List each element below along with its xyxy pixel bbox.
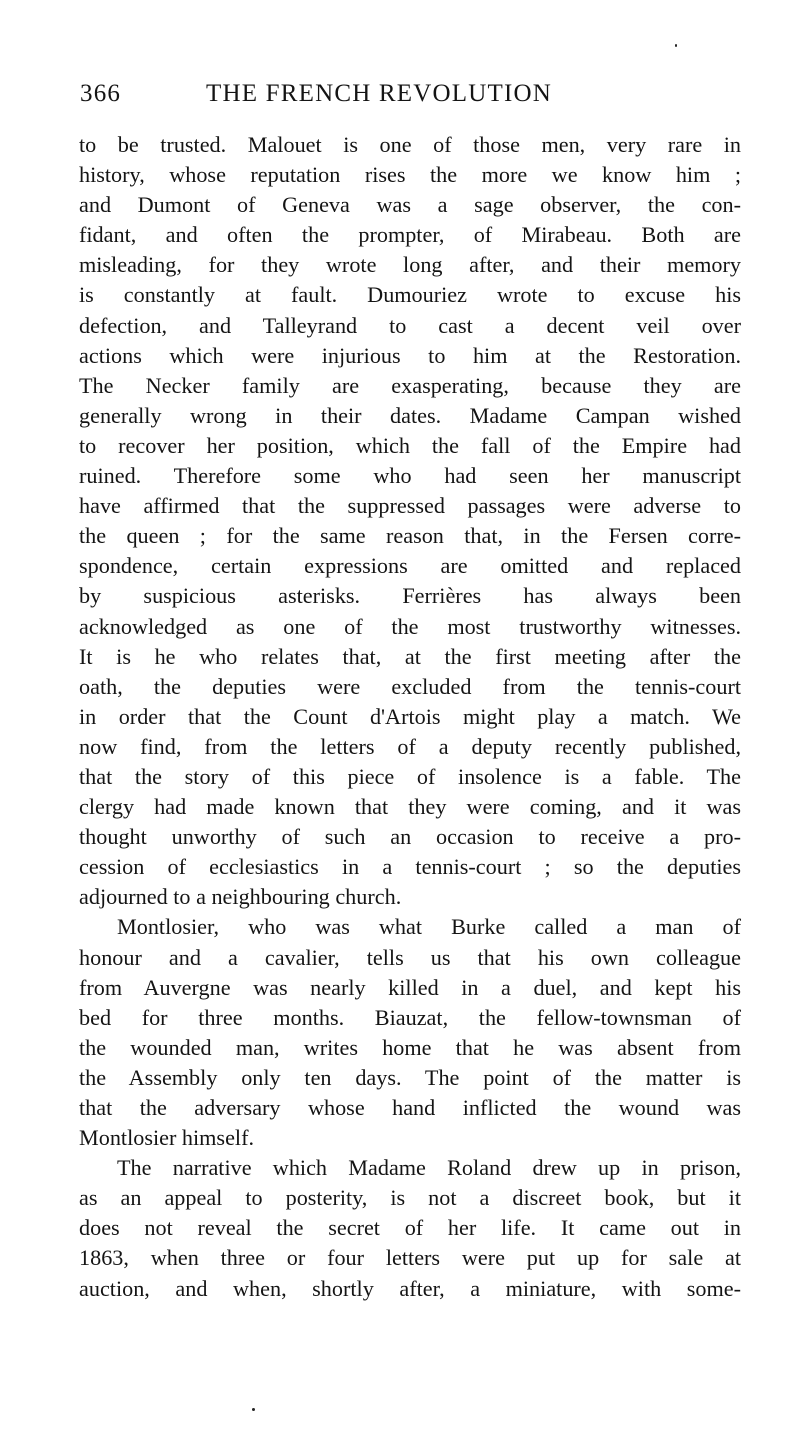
text-line: to be trusted. Malouet is one of those men, very rare in bbox=[79, 132, 741, 157]
paragraph-1 bbox=[79, 130, 741, 912]
text-line: The Necker family are exasperating, because they are bbox=[79, 372, 741, 398]
text-line: defection, and Talleyrand to cast a decent veil over bbox=[79, 312, 741, 338]
running-header bbox=[80, 74, 740, 114]
scan-speck bbox=[252, 1408, 255, 1411]
text-line: now find, from the letters of a deputy recently published, bbox=[79, 733, 741, 759]
text-line: the wounded man, writes home that he was absent from bbox=[79, 1034, 741, 1060]
paragraph-3 bbox=[79, 1153, 741, 1303]
text-line: history, whose reputation rises the more we know him ; bbox=[79, 162, 741, 188]
text-line: cession of ecclesiastics in a tennis-court ; so the deputies bbox=[79, 854, 741, 880]
text-line: clergy had made known that they were coming, and it was bbox=[79, 794, 741, 820]
text-line: actions which were injurious to him at the Restoration. bbox=[79, 342, 741, 368]
text-line: as an appeal to posterity, is not a discreet book, but it bbox=[79, 1185, 741, 1211]
text-line: does not reveal the secret of her life. It came out in bbox=[79, 1215, 741, 1241]
text-line: honour and a cavalier, tells us that his own colleague bbox=[79, 944, 741, 970]
text-line: that the adversary whose hand inflicted the wound was bbox=[79, 1095, 741, 1120]
text-line: Montlosier himself. bbox=[79, 1125, 255, 1151]
text-line: spondence, certain expressions are omitted and replaced bbox=[79, 553, 741, 579]
running-title: THE FRENCH REVOLUTION bbox=[206, 80, 553, 107]
text-line: from Auvergne was nearly killed in a duel, and kept his bbox=[79, 974, 741, 1000]
text-line: have affirmed that the suppressed passages were adverse to bbox=[79, 493, 741, 519]
text-line: generally wrong in their dates. Madame Campan wished bbox=[79, 402, 741, 428]
text-line: that the story of this piece of insolence is a fable. The bbox=[79, 763, 741, 789]
text-line: It is he who relates that, at the first meeting after the bbox=[79, 643, 741, 669]
text-line: oath, the deputies were excluded from the tennis-court bbox=[79, 673, 741, 699]
page-number: 366 bbox=[80, 80, 122, 107]
text-line: ruined. Therefore some who had seen her manuscript bbox=[79, 463, 741, 489]
paragraph-2 bbox=[79, 912, 741, 1153]
text-line: is constantly at fault. Dumouriez wrote to excuse his bbox=[79, 282, 741, 308]
text-line: and Dumont of Geneva was a sage observer, the con- bbox=[79, 192, 741, 218]
scan-speck bbox=[675, 44, 677, 47]
text-line: fidant, and often the prompter, of Mirabeau. Both are bbox=[79, 222, 741, 248]
text-line: auction, and when, shortly after, a miniature, with some- bbox=[79, 1275, 741, 1301]
text-line: the Assembly only ten days. The point of the matter is bbox=[79, 1064, 741, 1090]
text-line: misleading, for they wrote long after, and their memory bbox=[79, 252, 741, 278]
text-line: thought unworthy of such an occasion to receive a pro- bbox=[79, 824, 741, 850]
text-line: by suspicious asterisks. Ferrières has always been bbox=[79, 583, 741, 609]
text-line: The narrative which Madame Roland drew up in prison, bbox=[117, 1155, 741, 1181]
text-line: 1863, when three or four letters were put up for sale at bbox=[79, 1245, 741, 1271]
text-line: Montlosier, who was what Burke called a man of bbox=[117, 914, 741, 940]
text-line: bed for three months. Biauzat, the fellow-townsman of bbox=[79, 1004, 741, 1030]
text-line: the queen ; for the same reason that, in the Fersen corre- bbox=[79, 523, 741, 549]
text-line: acknowledged as one of the most trustworthy witnesses. bbox=[79, 613, 741, 639]
text-line: to recover her position, which the fall of the Empire had bbox=[79, 432, 741, 458]
text-line: adjourned to a neighbouring church. bbox=[79, 884, 402, 910]
text-line: in order that the Count d'Artois might play a match. We bbox=[79, 703, 741, 729]
body-text bbox=[79, 130, 741, 1304]
